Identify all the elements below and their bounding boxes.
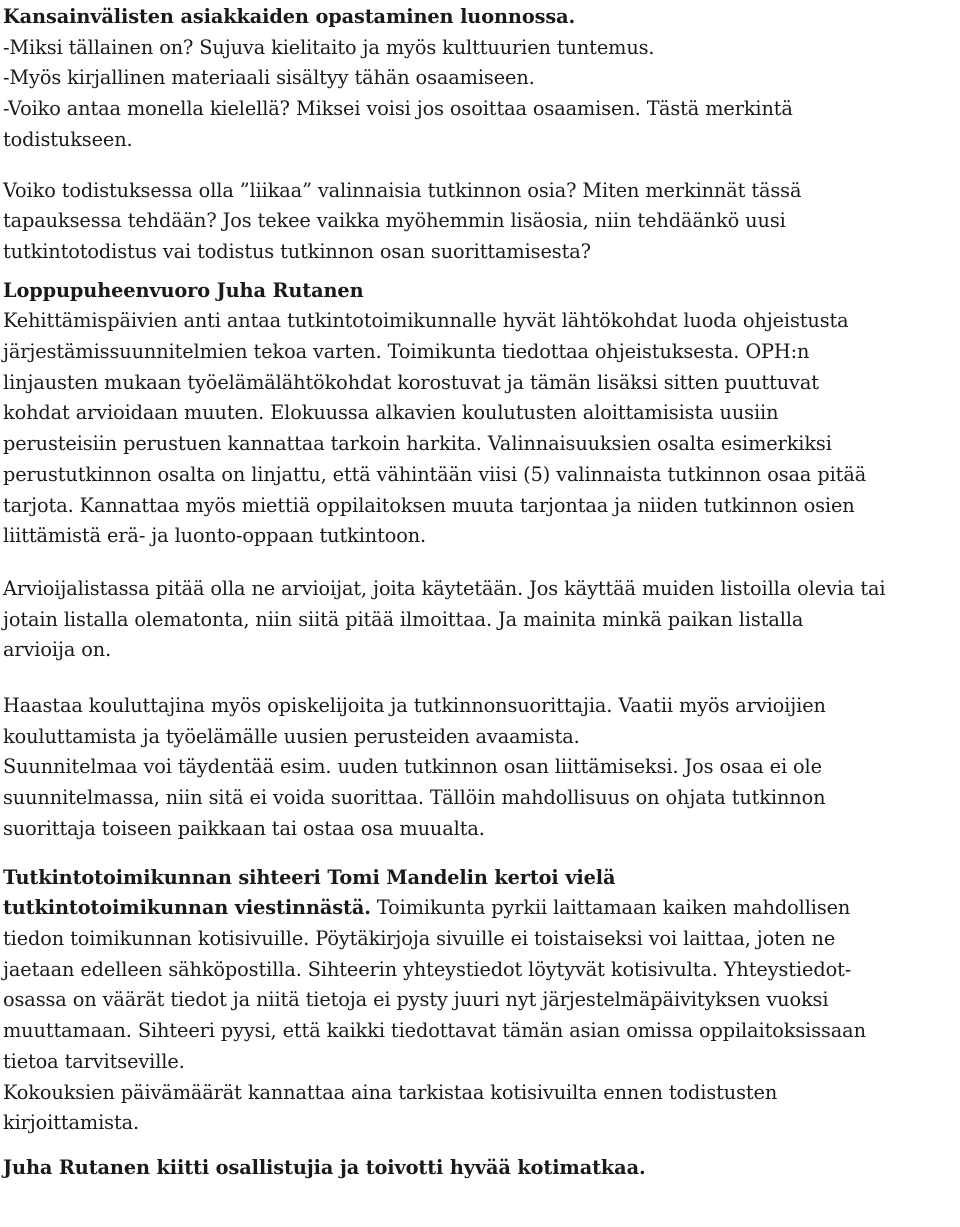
- text-line: suorittaja toiseen paikkaan tai ostaa osa muualta.: [3, 816, 485, 840]
- closing-statement: [3, 1153, 960, 1184]
- text-line: Haastaa kouluttajina myös opiskelijoita ja tutkinnonsuorittajia. Vaatii myös arvioijien: [3, 694, 826, 718]
- text-run: Toimikunta pyrkii laittamaan kaiken mahdollisen: [370, 896, 851, 920]
- text-line: kohdat arvioidaan muuten. Elokuussa alkavien koulutusten aloittamisista uusiin: [3, 401, 779, 425]
- text-line: perustutkinnon osalta on linjattu, että vähintään viisi (5) valinnaista tutkinnon osaa pitää: [3, 462, 867, 486]
- text-line: perusteisiin perustuen kannattaa tarkoin harkita. Valinnaisuuksien osalta esimerkiksi: [3, 432, 832, 456]
- text-line: jaetaan edelleen sähköpostilla. Sihteerin yhteystiedot löytyvät kotisivulta. Yhteystiedot-: [3, 957, 852, 981]
- text-line: tutkintotodistus vai todistus tutkinnon osan suorittamisesta?: [3, 239, 591, 263]
- section-international-guidance: [3, 2, 960, 156]
- section-trainers: [3, 691, 960, 845]
- section-secretary-communication: [3, 863, 960, 1139]
- text-line: -Myös kirjallinen materiaali sisältyy tähän osaamiseen.: [3, 66, 535, 90]
- section-heading: Tutkintotoimikunnan sihteeri Tomi Mandelin kertoi vielä: [3, 865, 616, 889]
- text-line: tiedon toimikunnan kotisivuille. Pöytäkirjoja sivuille ei toistaiseksi voi laittaa, joten ne: [3, 926, 836, 950]
- text-line: järjestämissuunnitelmien tekoa varten. Toimikunta tiedottaa ohjeistuksesta. OPH:n: [3, 340, 810, 364]
- section-heading: Loppupuheenvuoro Juha Rutanen: [3, 278, 364, 302]
- text-line: todistukseen.: [3, 127, 133, 151]
- section-closing-remarks: [3, 276, 960, 552]
- section-heading-continued: tutkintotoimikunnan viestinnästä.: [3, 896, 371, 920]
- section-assessor-list: [3, 574, 960, 666]
- text-line: -Voiko antaa monella kielellä? Miksei voisi jos osoittaa osaamisen. Tästä merkintä: [3, 97, 793, 121]
- text-line: jotain listalla olematonta, niin siitä pitää ilmoittaa. Ja mainita minkä paikan listalla: [3, 607, 804, 631]
- text-line: muuttamaan. Sihteeri pyysi, että kaikki tiedottavat tämän asian omissa oppilaitoksissaan: [3, 1019, 866, 1043]
- text-line: Kokouksien päivämäärät kannattaa aina tarkistaa kotisivuilta ennen todistusten: [3, 1080, 778, 1104]
- text-line: suunnitelmassa, niin sitä ei voida suorittaa. Tällöin mahdollisuus on ohjata tutkinnon: [3, 786, 826, 810]
- text-line: Arvioijalistassa pitää olla ne arvioijat, joita käytetään. Jos käyttää muiden listoilla olevia tai: [3, 576, 886, 600]
- text-line: Kehittämispäivien anti antaa tutkintotoimikunnalle hyvät lähtökohdat luoda ohjeistusta: [3, 309, 849, 333]
- text-line: Voiko todistuksessa olla ”liikaa” valinnaisia tutkinnon osia? Miten merkinnät tässä: [3, 178, 802, 202]
- text-line: arvioija on.: [3, 638, 112, 662]
- text-line: tarjota. Kannattaa myös miettiä oppilaitoksen muuta tarjontaa ja niiden tutkinnon osien: [3, 493, 855, 517]
- text-line: linjausten mukaan työelämälähtökohdat korostuvat ja tämän lisäksi sitten puuttuvat: [3, 370, 819, 394]
- text-line: kirjoittamista.: [3, 1111, 140, 1135]
- text-line: liittämistä erä- ja luonto-oppaan tutkintoon.: [3, 524, 427, 548]
- text-line: tietoa tarvitseville.: [3, 1049, 185, 1073]
- text-line: osassa on väärät tiedot ja niitä tietoja ei pysty juuri nyt järjestelmäpäivityksen vuoksi: [3, 988, 829, 1012]
- text-line: -Miksi tällainen on? Sujuva kielitaito ja myös kulttuurien tuntemus.: [3, 35, 655, 59]
- section-heading: Kansainvälisten asiakkaiden opastaminen luonnossa.: [3, 5, 576, 28]
- text-line: tapauksessa tehdään? Jos tekee vaikka myöhemmin lisäosia, niin tehdäänkö uusi: [3, 209, 786, 233]
- section-certificate-question: [3, 176, 960, 268]
- closing-line: Juha Rutanen kiitti osallistujia ja toivotti hyvää kotimatkaa.: [3, 1155, 646, 1179]
- text-line: [3, 893, 960, 924]
- text-line: Suunnitelmaa voi täydentää esim. uuden tutkinnon osan liittämiseksi. Jos osaa ei ole: [3, 755, 822, 779]
- text-line: kouluttamista ja työelämälle uusien perusteiden avaamista.: [3, 724, 580, 748]
